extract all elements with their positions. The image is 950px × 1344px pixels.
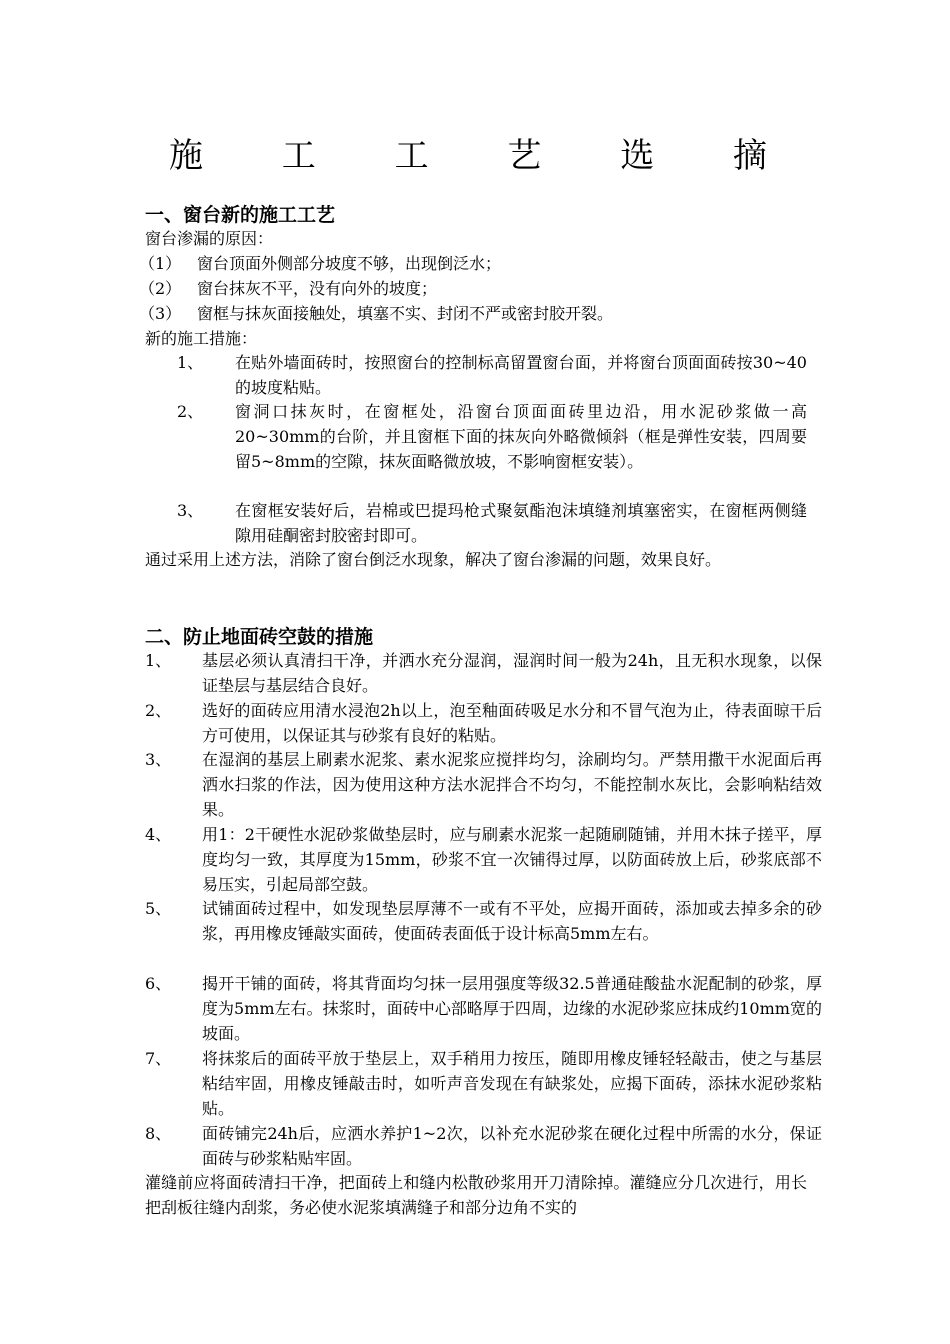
measures-label: 新的施工措施： (145, 329, 258, 348)
item-number: 6、 (145, 974, 172, 993)
item-number: 2、 (145, 701, 172, 720)
cause-text: 窗台抹灰不平，没有向外的坡度； (197, 279, 438, 298)
item-text: 面砖铺完24h后，应洒水养护1~2次，以补充水泥砂浆在硬化过程中所需的水分，保证面砖与砂浆粘贴牢固。 (202, 1124, 822, 1168)
section-2-heading: 二、防止地面砖空鼓的措施 (145, 626, 374, 648)
cause-item (139, 276, 437, 301)
cause-item (139, 301, 613, 326)
item-text: 在湿润的基层上刷素水泥浆、素水泥浆应搅拌均匀，涂刷均匀。严禁用撒干水泥面后再洒水扫浆的作法，因为使用这种方法水泥拌合不均匀，不能控制水灰比，会影响粘结效果。 (202, 750, 822, 819)
item-text: 基层必须认真清扫干净，并洒水充分湿润，湿润时间一般为24h，且无积水现象，以保证垫层与基层结合良好。 (202, 651, 822, 695)
causes-label: 窗台渗漏的原因： (145, 229, 274, 248)
item-text: 用1：2干硬性水泥砂浆做垫层时，应与刷素水泥浆一起随刷随铺，并用木抹子搓平，厚度均匀一致，其厚度为15mm，砂浆不宜一次铺得过厚，以防面砖放上后，砂浆底部不易压实，引起局部空鼓。 (202, 825, 822, 894)
measure-number: 3、 (177, 501, 204, 520)
cause-text: 窗框与抹灰面接触处，填塞不实、封闭不严或密封胶开裂。 (197, 304, 614, 323)
measure-text: 窗洞口抹灰时，在窗框处，沿窗台顶面面砖里边沿，用水泥砂浆做一高20~30mm的台阶，并且窗框下面的抹灰向外略微倾斜（框是弹性安装，四周要留5~8mm的空隙，抹灰面略微放坡，不影响窗框安装）。 (235, 402, 807, 471)
cause-number: （3） (139, 304, 182, 323)
section-1-heading: 一、窗台新的施工工艺 (145, 204, 336, 226)
item-text: 选好的面砖应用清水浸泡2h以上，泡至釉面砖吸足水分和不冒气泡为止，待表面晾干后方可使用，以保证其与砂浆有良好的粘贴。 (202, 701, 822, 745)
item-number: 4、 (145, 825, 172, 844)
section-1-conclusion: 通过采用上述方法，消除了窗台倒泛水现象，解决了窗台渗漏的问题，效果良好。 (145, 550, 722, 569)
cause-item (139, 251, 501, 276)
page-title: 施 工 工 艺 选 摘 (168, 136, 802, 176)
item-text: 将抹浆后的面砖平放于垫层上，双手稍用力按压，随即用橡皮锤轻轻敲击，使之与基层粘结牢固，用橡皮锤敲击时，如听声音发现在有缺浆处，应揭下面砖，添抹水泥砂浆粘贴。 (202, 1049, 822, 1118)
measure-text: 在窗框安装好后，岩棉或巴提玛枪式聚氨酯泡沫填缝剂填塞密实，在窗框两侧缝隙用硅酮密封胶密封即可。 (235, 501, 807, 545)
item-number: 5、 (145, 899, 172, 918)
item-number: 7、 (145, 1049, 172, 1068)
measure-number: 1、 (177, 353, 204, 372)
cause-number: （2） (139, 279, 182, 298)
item-text: 揭开干铺的面砖，将其背面均匀抹一层用强度等级32.5普通硅酸盐水泥配制的砂浆，厚度为5mm左右。抹浆时，面砖中心部略厚于四周，边缘的水泥砂浆应抹成约10mm宽的坡面。 (202, 974, 822, 1043)
item-text: 试铺面砖过程中，如发现垫层厚薄不一或有不平处，应揭开面砖，添加或去掉多余的砂浆，再用橡皮锤敲实面砖，使面砖表面低于设计标高5mm左右。 (202, 899, 822, 943)
cause-number: （1） (139, 254, 182, 273)
item-number: 8、 (145, 1124, 172, 1143)
measure-number: 2、 (177, 402, 204, 421)
section-2-closing: 灌缝前应将面砖清扫干净，把面砖上和缝内松散砂浆用开刀清除掉。灌缝应分几次进行，用长把刮板往缝内刮浆，务必使水泥浆填满缝子和部分边角不实的 (145, 1173, 807, 1217)
cause-text: 窗台顶面外侧部分坡度不够，出现倒泛水； (197, 254, 502, 273)
item-number: 3、 (145, 750, 172, 769)
item-number: 1、 (145, 651, 172, 670)
measure-text: 在贴外墙面砖时，按照窗台的控制标高留置窗台面，并将窗台顶面面砖按30~40的坡度粘贴。 (235, 353, 807, 397)
